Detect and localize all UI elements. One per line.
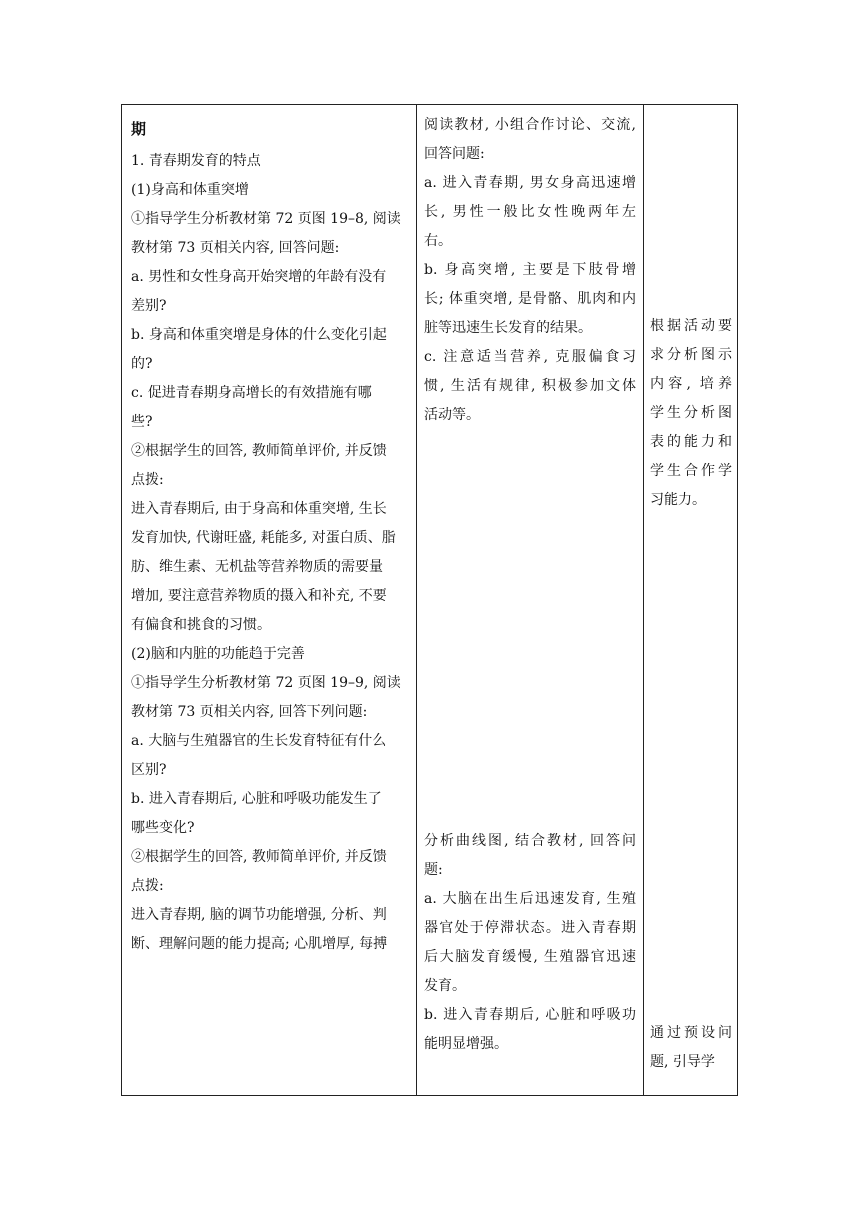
paragraph: [424, 111, 636, 169]
text-line: a. 大脑与生殖器官的生长发育特征有什么: [131, 733, 387, 749]
text-line: 长; 体重突增, 是骨骼、肌肉和内: [424, 291, 636, 307]
text-line: 1. 青春期发育的特点: [131, 153, 261, 169]
paragraph: [131, 379, 408, 437]
text-line: a. 男性和女性身高开始突增的年龄有没有: [131, 269, 387, 285]
text-line: 肪、维生素、无机盐等营养物质的需要量: [131, 559, 383, 575]
text-line: 进入青春期后, 由于身高和体重突增, 生长: [131, 501, 387, 517]
text-line: b. 进入青春期后, 心脏和呼吸功能发生了: [131, 791, 382, 807]
paragraph: [131, 640, 408, 669]
paragraph: [131, 843, 408, 901]
text-line: b. 身高和体重突增是身体的什么变化引起: [131, 327, 387, 343]
text-line: 些?: [131, 414, 153, 430]
design-intent-column: [643, 312, 738, 515]
text-line: 断、理解问题的能力提高; 心肌增厚, 每搏: [131, 936, 388, 952]
paragraph: [131, 321, 408, 379]
paragraph: [424, 343, 636, 430]
text-line: c. 注意适当营养, 克服偏食习: [424, 349, 636, 365]
text-line: 期: [131, 120, 147, 138]
text-line: 哪些变化?: [131, 820, 195, 836]
text-line: 惯, 生活有规律, 积极参加文体: [424, 378, 636, 394]
teacher-activity-column: [122, 105, 416, 959]
paragraph: [131, 495, 408, 640]
text-line: 教材第 73 页相关内容, 回答问题:: [131, 240, 340, 256]
text-line: 发育。: [424, 978, 466, 994]
paragraph: [131, 263, 408, 321]
text-line: ①指导学生分析教材第 72 页图 19–8, 阅读: [131, 211, 401, 227]
text-line: 能明显增强。: [424, 1036, 508, 1052]
text-line: 教材第 73 页相关内容, 回答下列问题:: [131, 704, 368, 720]
text-line: c. 促进青春期身高增长的有效措施有哪: [131, 385, 372, 401]
paragraph: [131, 147, 408, 176]
text-line: 根据活动要: [650, 318, 732, 334]
text-line: (1)身高和体重突增: [131, 182, 249, 198]
paragraph: [424, 169, 636, 256]
text-line: 学生分析图: [650, 405, 732, 421]
column-divider: [643, 105, 644, 1095]
text-line: 回答问题:: [424, 146, 485, 162]
text-line: 发育加快, 代谢旺盛, 耗能多, 对蛋白质、脂: [131, 530, 396, 546]
student-activity-column-lower: [416, 821, 643, 1059]
paragraph: [424, 827, 636, 885]
text-line: 表的能力和: [650, 434, 732, 450]
paragraph: [131, 727, 408, 785]
paragraph: [650, 1019, 732, 1077]
text-line: 学生合作学: [650, 463, 732, 479]
paragraph: [424, 256, 636, 343]
lesson-plan-table: [121, 104, 738, 1096]
text-line: 通过预设问: [650, 1025, 732, 1041]
text-line: 进入青春期, 脑的调节功能增强, 分析、判: [131, 907, 387, 923]
text-line: 内容, 培养: [650, 376, 732, 392]
text-line: 点拨:: [131, 878, 164, 894]
paragraph: [131, 205, 408, 263]
paragraph: [131, 669, 408, 727]
text-line: 点拨:: [131, 472, 164, 488]
text-line: b. 进入青春期后, 心脏和呼吸功: [424, 1007, 636, 1023]
text-line: 脏等迅速生长发育的结果。: [424, 320, 592, 336]
paragraph: [650, 312, 732, 515]
paragraph: [131, 437, 408, 495]
text-line: 题, 引导学: [650, 1054, 715, 1070]
text-line: 习能力。: [650, 492, 706, 508]
paragraph: [131, 785, 408, 843]
text-line: 区别?: [131, 762, 167, 778]
text-line: ②根据学生的回答, 教师简单评价, 并反馈: [131, 443, 387, 459]
student-activity-column: [416, 105, 643, 430]
design-intent-column-lower: [643, 1019, 738, 1077]
text-line: b. 身高突增, 主要是下肢骨增: [424, 262, 636, 278]
text-line: 求分析图示: [650, 347, 732, 363]
text-line: 的?: [131, 356, 153, 372]
text-line: 增加, 要注意营养物质的摄入和补充, 不要: [131, 588, 387, 604]
paragraph: [424, 1001, 636, 1059]
text-line: 后大脑发育缓慢, 生殖器官迅速: [424, 949, 636, 965]
text-line: 阅读教材, 小组合作讨论、交流,: [424, 117, 636, 133]
paragraph: [131, 901, 408, 959]
text-line: (2)脑和内脏的功能趋于完善: [131, 646, 305, 662]
text-line: a. 大脑在出生后迅速发育, 生殖: [424, 891, 636, 907]
text-line: 右。: [424, 233, 452, 249]
text-line: 题:: [424, 862, 443, 878]
paragraph: [131, 176, 408, 205]
text-line: ①指导学生分析教材第 72 页图 19–9, 阅读: [131, 675, 401, 691]
text-line: 器官处于停滞状态。进入青春期: [424, 920, 636, 936]
text-line: 分析曲线图, 结合教材, 回答问: [424, 833, 636, 849]
text-line: 差别?: [131, 298, 167, 314]
paragraph: [424, 885, 636, 1001]
text-line: ②根据学生的回答, 教师简单评价, 并反馈: [131, 849, 387, 865]
text-line: 活动等。: [424, 407, 480, 423]
text-line: a. 进入青春期, 男女身高迅速增: [424, 175, 636, 191]
text-line: 长, 男性一般比女性晚两年左: [424, 204, 636, 220]
paragraph: [131, 115, 408, 144]
text-line: 有偏食和挑食的习惯。: [131, 617, 271, 633]
